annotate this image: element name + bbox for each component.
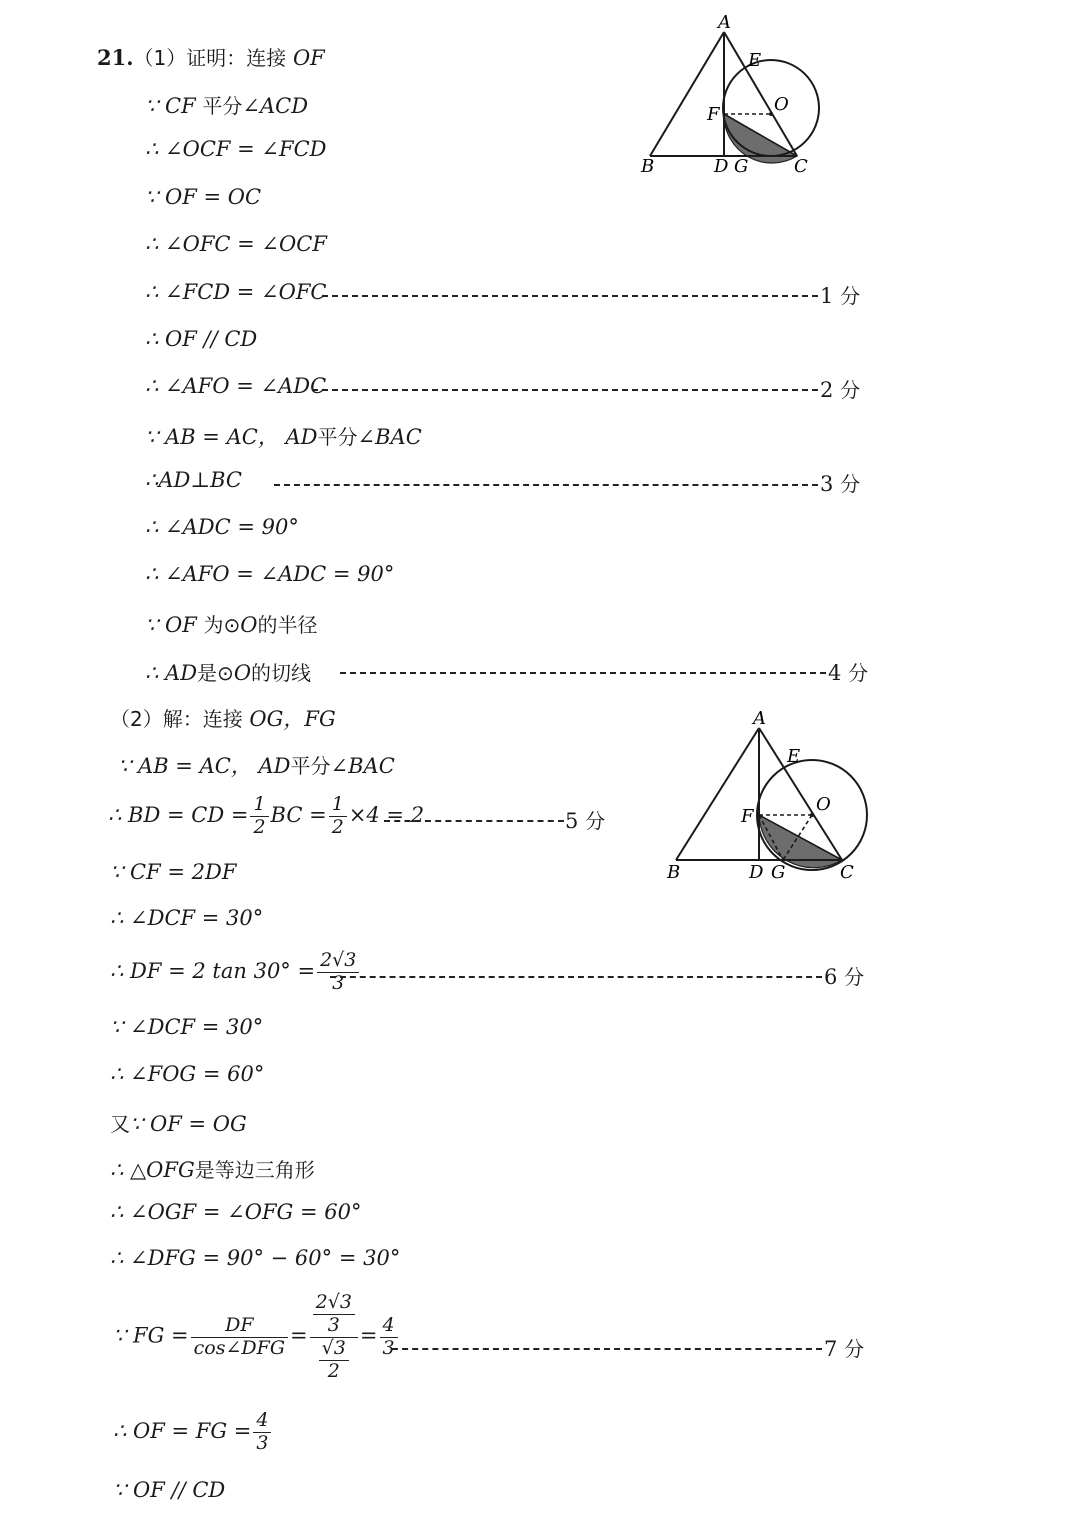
label-d: D <box>749 862 764 883</box>
label-e: E <box>787 746 801 767</box>
score-mark: 7 分 <box>824 1337 865 1361</box>
proof-line: ∵ AB = AC， AD平分∠BAC <box>118 754 395 778</box>
part2-heading: （2）解：连接 OG，FG <box>110 707 336 731</box>
score-mark: 6 分 <box>824 965 865 989</box>
proof-line: ∴ DF = 2 tan 30° = $\frac{2√3}{3}$ <box>110 950 361 995</box>
proof-line: ∴ ∠FOG = 60° <box>110 1062 265 1086</box>
proof-line: ∴AD⊥BC <box>145 468 243 492</box>
score-mark: 5 分 <box>565 809 606 833</box>
proof-line: ∴ △OFG是等边三角形 <box>110 1158 315 1182</box>
proof-line: ∴ ∠FCD = ∠OFC <box>145 280 327 304</box>
score-leader <box>392 1348 822 1350</box>
label-f: F <box>741 806 754 827</box>
proof-line: ∴ ∠OGF = ∠OFG = 60° <box>110 1200 362 1224</box>
proof-line: ∴ OF // CD <box>145 327 258 351</box>
proof-line: ∴ ∠DCF = 30° <box>110 906 264 930</box>
center-o-dot <box>810 813 814 817</box>
label-d: D <box>714 156 729 177</box>
proof-line: ∴ AD是⊙O的切线 <box>145 661 312 685</box>
label-e: E <box>748 50 762 71</box>
proof-line: 又∵ OF = OG <box>110 1112 247 1136</box>
segment-ab <box>676 728 759 860</box>
proof-line: ∵ AB = AC， AD平分∠BAC <box>145 425 422 449</box>
label-c: C <box>840 862 854 883</box>
score-mark: 3 分 <box>820 472 861 496</box>
question-heading: 21.（1）证明：连接 OF <box>97 45 325 70</box>
proof-line: ∴ ∠OCF = ∠FCD <box>145 137 327 161</box>
proof-line: ∴ ∠AFO = ∠ADC = 90° <box>145 562 395 586</box>
question-number: 21. <box>97 45 134 70</box>
geometry-figure-1 <box>630 8 830 178</box>
label-g: G <box>734 156 749 177</box>
label-a: A <box>753 708 766 729</box>
label-b: B <box>667 862 681 883</box>
label-b: B <box>641 156 655 177</box>
score-mark: 4 分 <box>828 661 869 685</box>
geometry-figure-2 <box>660 700 875 890</box>
proof-line: ∵ FG = $\frac{DF}{\text{cos∠DFG}}$ = $\frac{\frac{2√3}{3}}{\frac{√3}{2}}$ = $\frac{4}{3}$ <box>113 1292 400 1382</box>
score-leader <box>330 976 822 978</box>
proof-line: ∵ OF = OC <box>145 185 262 209</box>
score-mark: 1 分 <box>820 284 861 308</box>
proof-line: ∴ ∠DFG = 90° − 60° = 30° <box>110 1246 401 1270</box>
label-c: C <box>794 156 808 177</box>
proof-line: ∴ ∠ADC = 90° <box>145 515 299 539</box>
proof-line: ∵ CF 平分∠ACD <box>145 94 309 118</box>
score-leader <box>384 820 564 822</box>
proof-line: ∵ CF = 2DF <box>110 860 237 884</box>
label-f: F <box>707 104 720 125</box>
score-leader <box>322 295 818 297</box>
label-o: O <box>774 94 789 115</box>
label-g: G <box>771 862 786 883</box>
score-leader <box>340 672 826 674</box>
score-leader <box>312 389 818 391</box>
proof-line: ∵ OF // CD <box>113 1478 226 1502</box>
proof-line: ∵ ∠DCF = 30° <box>110 1015 264 1039</box>
center-o-dot <box>769 112 773 116</box>
proof-line: ∴ OF = FG = $\frac{4}{3}$ <box>113 1410 273 1455</box>
proof-line: ∴ ∠OFC = ∠OCF <box>145 232 327 256</box>
proof-line: ∵ OF 为⊙O的半径 <box>145 613 318 637</box>
score-mark: 2 分 <box>820 378 861 402</box>
score-leader <box>274 484 818 486</box>
label-a: A <box>718 12 731 33</box>
proof-line: ∴ BD = CD = $\frac{1}{2}$ BC = $\frac{1}{2}$ ×4 = 2 <box>108 793 425 838</box>
label-o: O <box>816 794 831 815</box>
proof-line: ∴ ∠AFO = ∠ADC <box>145 374 327 398</box>
segment-ab <box>650 32 724 156</box>
